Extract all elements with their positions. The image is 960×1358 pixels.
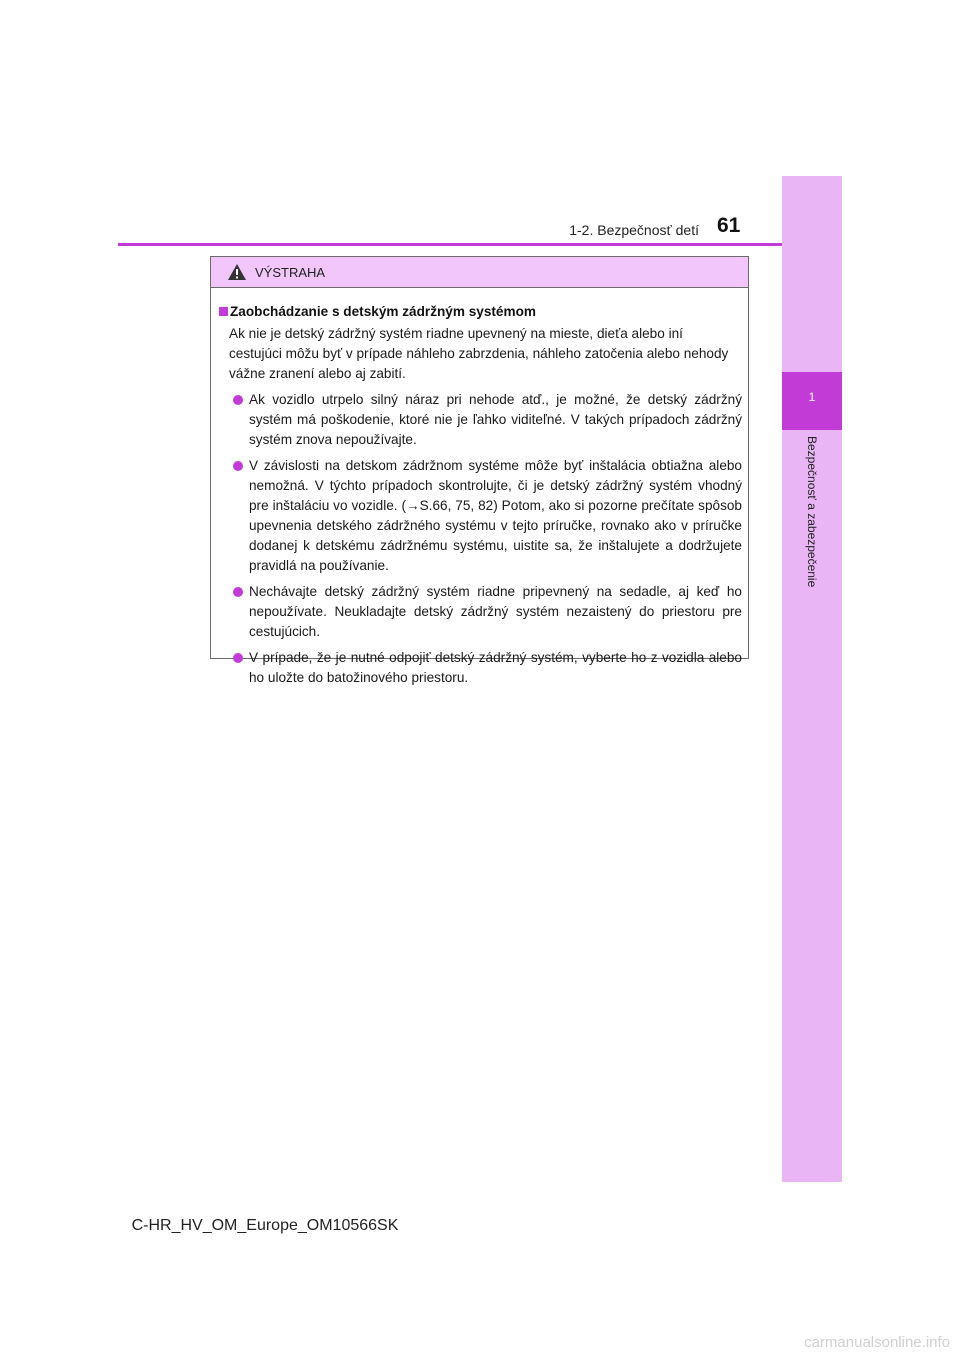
watermark: carmanualsonline.info — [804, 1334, 950, 1351]
warning-subheading-text: Zaobchádzanie s detským zádržným systémom — [230, 304, 536, 319]
square-bullet-icon — [219, 307, 228, 316]
warning-header — [211, 257, 748, 288]
warning-item — [219, 582, 742, 642]
warning-item — [219, 390, 742, 450]
warning-box — [210, 256, 749, 685]
warning-triangle-icon — [227, 263, 247, 281]
header-rule — [118, 243, 782, 246]
warning-item-text: Ak vozidlo utrpelo silný náraz pri nehode atď., je možné, že detský zádržný systém má poškodenie, ktoré nie je ľahko viditeľné. V takých prípadoch zádržný systém znova nepoužívajte. — [249, 392, 742, 447]
warning-item-text: Nechávajte detský zádržný systém riadne pripevnený na sedadle, aj keď ho nepoužívate. Neukladajte detský zádržný systém nezaistený do priestoru pre cestujúcich. — [249, 584, 742, 639]
warning-subheading — [219, 302, 742, 322]
document-code: C-HR_HV_OM_Europe_OM10566SK — [131, 1217, 399, 1234]
warning-intro: Ak nie je detský zádržný systém riadne upevnený na mieste, dieťa alebo iní cestujúci môžu byť v prípade náhleho zabrzdenia, náhleho zatočenia alebo nehody vážne zranení alebo aj zabití. — [229, 326, 729, 381]
bullet-dot-icon — [233, 587, 243, 597]
bullet-dot-icon — [233, 653, 243, 663]
bullet-dot-icon — [233, 461, 243, 471]
chapter-side-tab — [782, 176, 842, 1182]
chapter-number: 1 — [808, 390, 816, 404]
warning-title: VÝSTRAHA — [255, 265, 326, 280]
bullet-dot-icon — [233, 395, 243, 405]
warning-item — [219, 648, 742, 688]
page-number: 61 — [717, 214, 741, 237]
section-title: 1-2. Bezpečnosť detí — [569, 222, 699, 238]
warning-body — [211, 288, 748, 688]
warning-item-text: V závislosti na detskom zádržnom systéme môže byť inštalácia obtiažna alebo nemožná. V týchto prípadoch skontrolujte, či je detský zádržný systém vhodný pre inštaláciu vo vozidle. (→S.66, 75, 82) Potom, ako si pozorne prečítate spôsob upevnenia detského zádržného systému v tejto príručke, rovnako ako v príručke dodanej k detskému zádržnému systému, uistite sa, že inštalujete a dodržujete pravidlá na používanie. — [249, 458, 742, 573]
warning-item — [219, 456, 742, 576]
chapter-title: Bezpečnosť a zabezpečenie — [805, 436, 819, 588]
warning-item-text: V prípade, že je nutné odpojiť detský zádržný systém, vyberte ho z vozidla alebo ho uložte do batožinového priestoru. — [249, 650, 742, 685]
